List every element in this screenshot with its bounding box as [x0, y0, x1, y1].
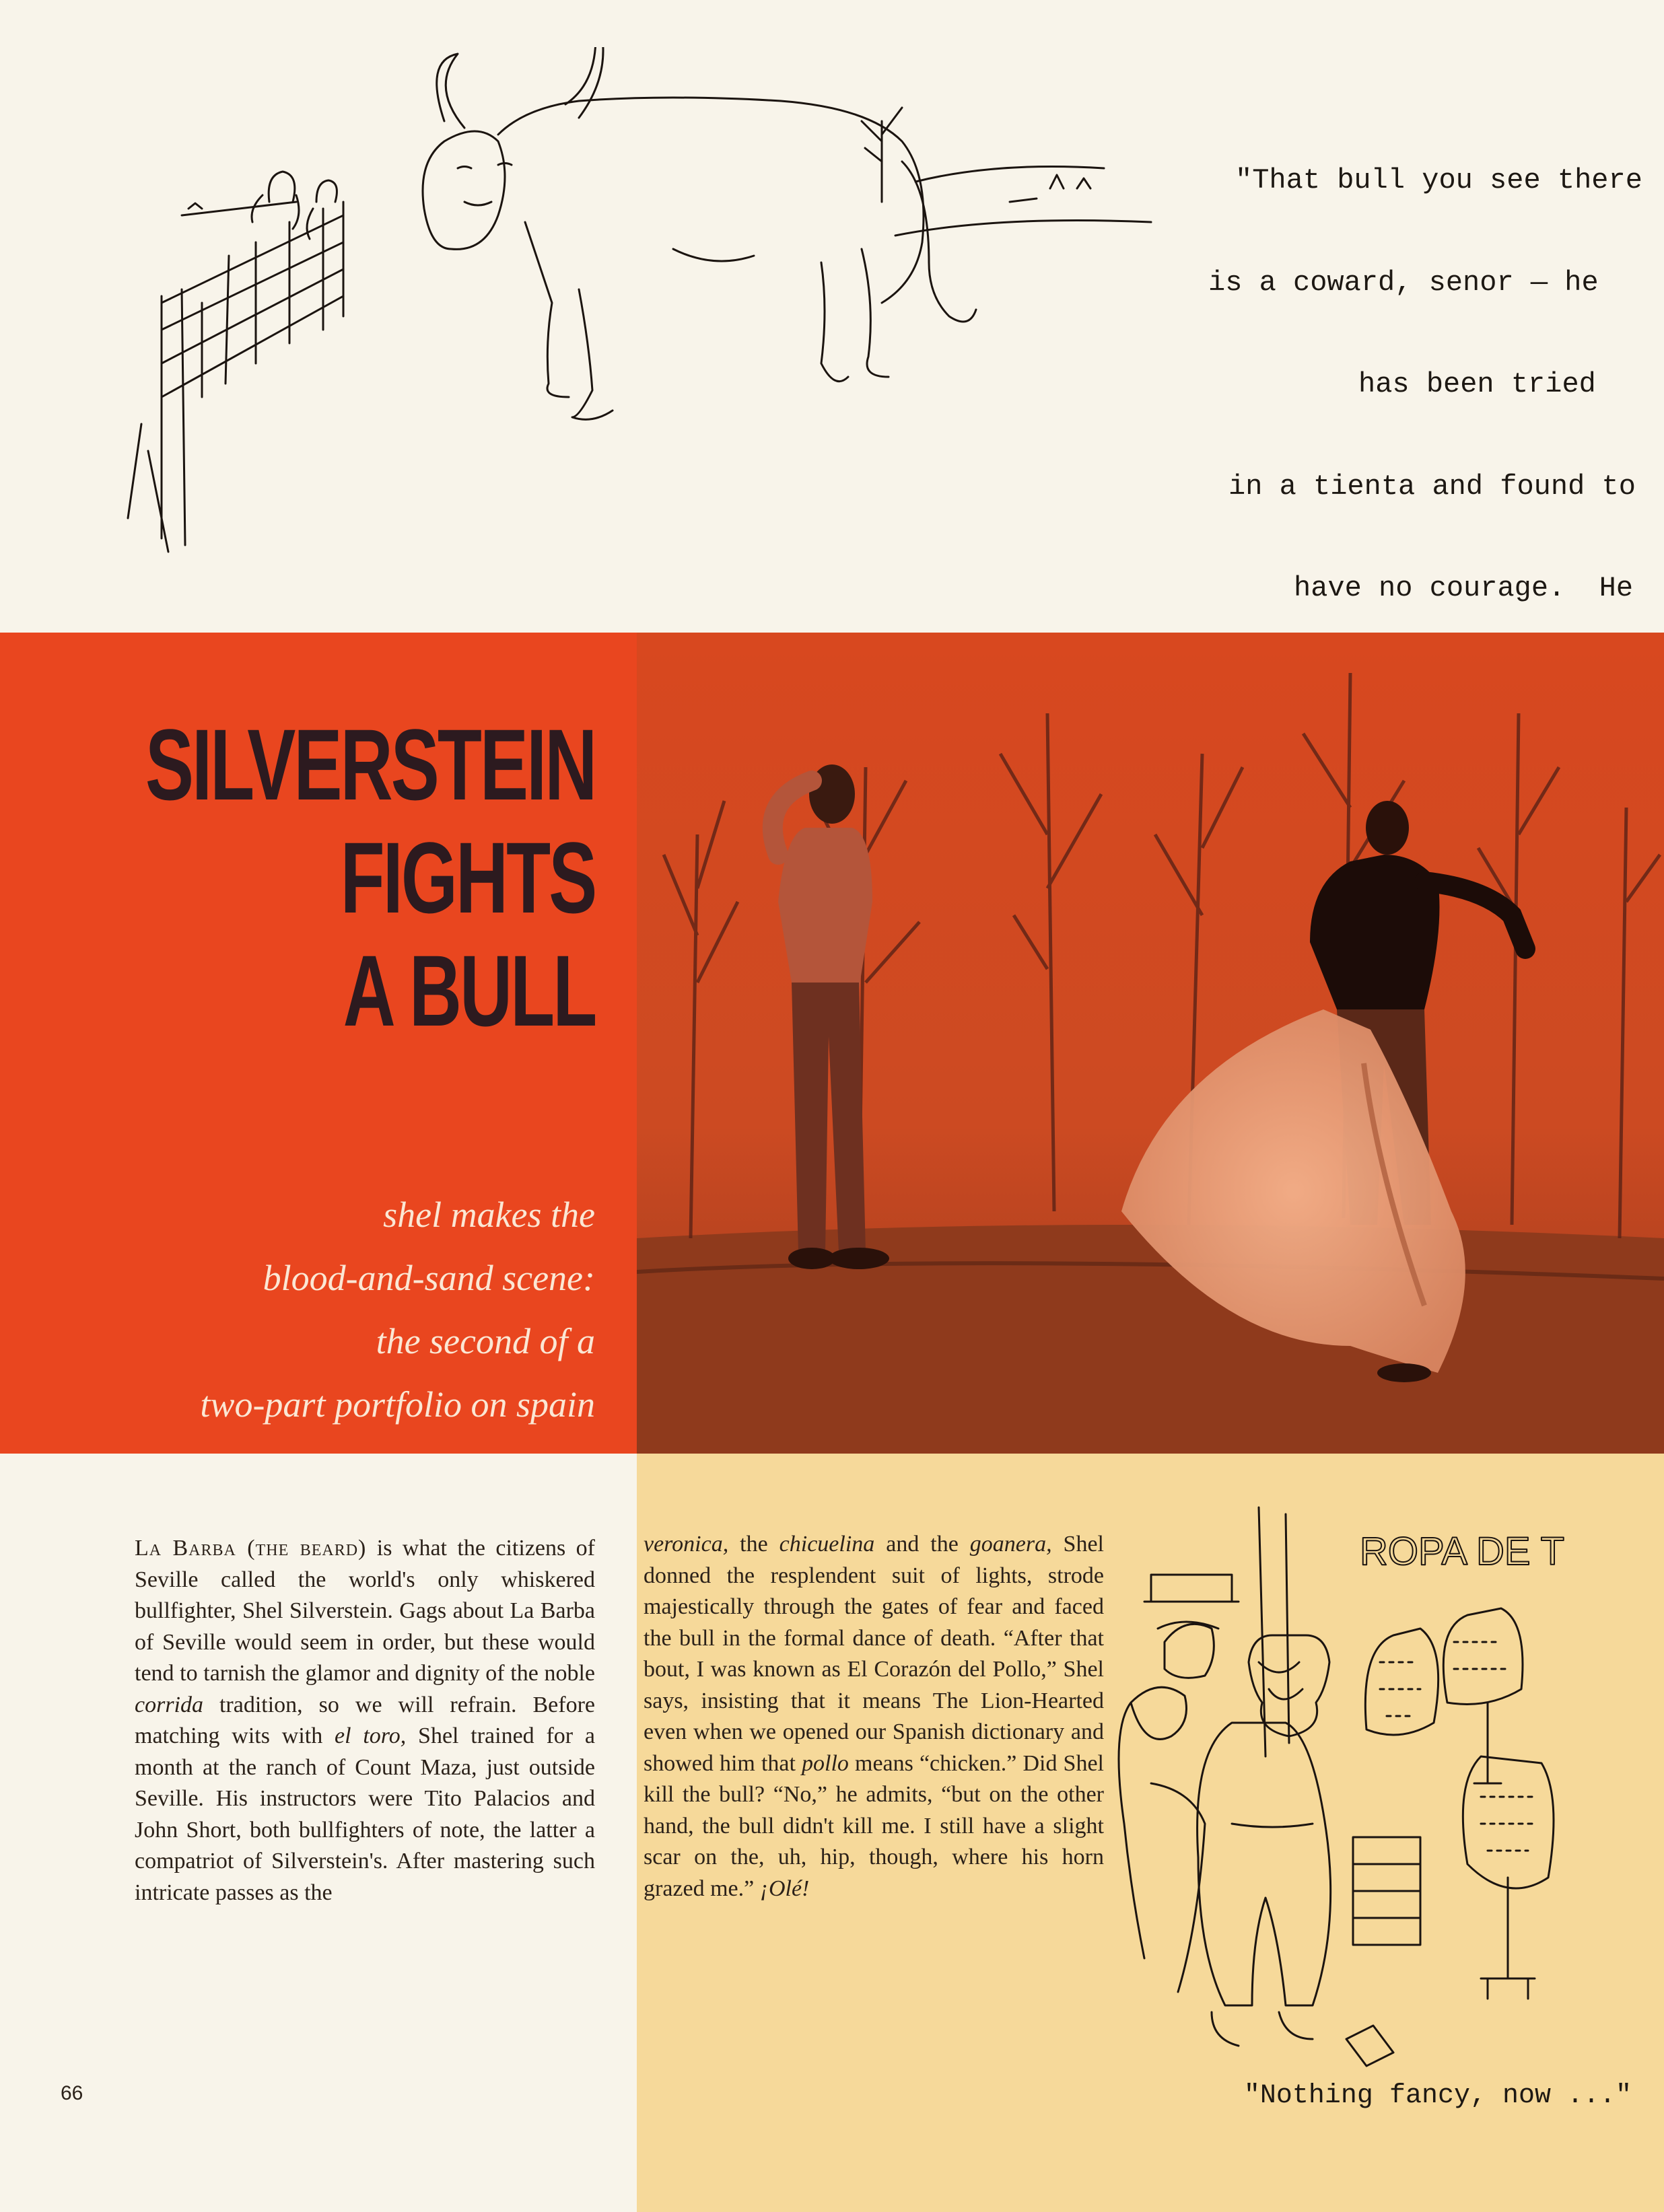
subtitle-line: two-part portfolio on spain — [200, 1384, 595, 1425]
article-italic: pollo — [802, 1750, 849, 1776]
article-italic: corrida — [135, 1692, 203, 1717]
article-text: and the — [874, 1532, 970, 1557]
article-column-right — [644, 1529, 1104, 1904]
article-text: the — [728, 1532, 779, 1557]
subtitle-line: the second of a — [376, 1321, 595, 1361]
quote-line: "That bull you see there — [1235, 164, 1642, 197]
article-italic: goanera, — [969, 1532, 1052, 1557]
page-number: 66 — [61, 2082, 83, 2104]
article-column-left — [135, 1533, 595, 1908]
article-italic: chicuelina — [779, 1532, 875, 1557]
quote-line: has been tried — [1358, 368, 1596, 400]
subtitle-line: blood-and-sand scene: — [263, 1258, 595, 1298]
quote-line: have no courage. He — [1294, 572, 1634, 604]
subtitle-line: shel makes the — [383, 1194, 595, 1235]
article-italic: ¡Olé! — [759, 1876, 810, 1901]
quote-line: in a tienta and found to — [1228, 470, 1636, 503]
lead-in: La Barba (the beard) — [135, 1536, 367, 1561]
headline-line: SILVERSTEIN — [145, 708, 595, 821]
tailor-shop-drawing — [1104, 1501, 1595, 2079]
headline-line: A BULL — [343, 934, 595, 1047]
article-text: Shel trained for a month at the ranch of Count Maza, just outside Seville. His instructors were Tito Palacios and John Short, both bullfighters of note, the latter a compatriot of Silverstein's. After mastering such intricate passes as the — [135, 1723, 595, 1905]
article-italic: el toro, — [335, 1723, 407, 1748]
bullfight-practice-photo — [637, 633, 1664, 1454]
article-italic: veronica, — [644, 1532, 729, 1557]
subtitle — [200, 1183, 595, 1436]
headline — [145, 708, 595, 1047]
article-text: tradition, so we will refrain. Before matching wits with — [135, 1692, 595, 1748]
article-text: Shel donned the resplendent suit of lights, strode majestically through the gates of fear and faced the bull in the formal dance of death. “After that bout, I was known as El Corazón del Pollo,” Shel says, insisting that it means The Lion-Hearted even when we opened our Spanish dictionary and showed him that — [644, 1532, 1104, 1776]
title-panel — [0, 633, 637, 1454]
article-text: is what the citizens of Seville called the world's only whiskered bullfighter, Shel Silverstein. Gags about La Barba of Seville would seem in order, but these would tend to tarnish the glamor and dignity of the noble — [135, 1536, 595, 1686]
headline-line: FIGHTS — [340, 821, 595, 934]
illustration-caption: "Nothing fancy, now ..." — [1243, 2081, 1632, 2111]
shop-sign: ROPA DE T — [1360, 1530, 1565, 1573]
quote-line: is a coward, senor — he — [1208, 266, 1599, 299]
article-text: means “chicken.” Did Shel kill the bull? “No,” he admits, “but on the other hand, the bull didn't kill me. I still have a slight scar on the, uh, hip, though, where his horn grazed me.” — [644, 1750, 1104, 1901]
